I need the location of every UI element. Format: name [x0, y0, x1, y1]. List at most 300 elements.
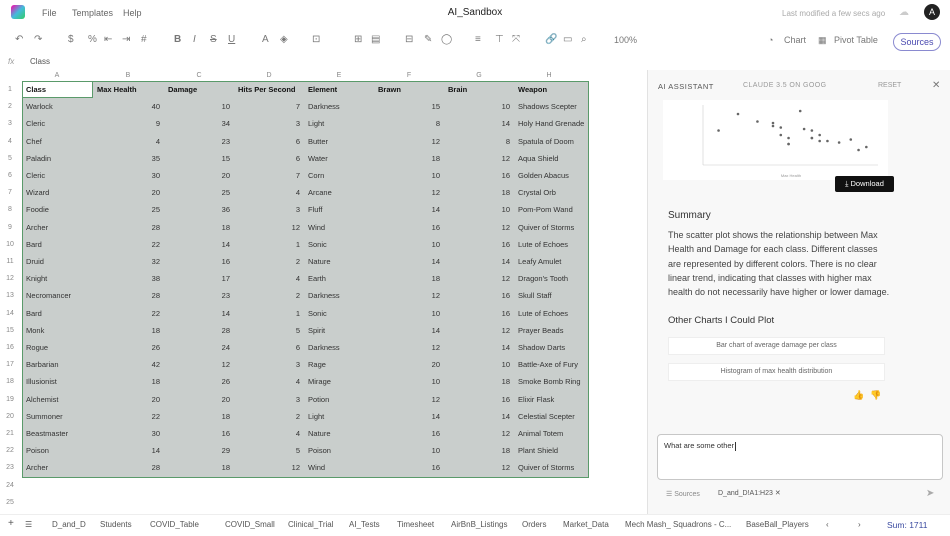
table-cell[interactable]: 14 — [501, 257, 510, 266]
row-header[interactable]: 3 — [8, 120, 12, 128]
table-cell[interactable]: 16 — [501, 308, 510, 318]
table-cell[interactable]: Potion — [308, 394, 330, 404]
table-cell[interactable]: Prayer Beads — [518, 325, 564, 335]
table-cell[interactable]: 8 — [435, 119, 440, 129]
search-icon[interactable]: ⌕ — [581, 34, 587, 45]
table-cell[interactable]: Barbarian — [26, 360, 59, 370]
table-cell[interactable]: Cleric — [26, 119, 46, 129]
table-cell[interactable]: 18 — [431, 153, 440, 163]
table-cell[interactable]: 22 — [151, 239, 160, 249]
sheet-tab[interactable]: D_and_D — [52, 520, 86, 529]
scatter-point — [717, 129, 720, 132]
row-header[interactable]: 20 — [6, 412, 14, 420]
table-cell[interactable]: 3 — [295, 119, 300, 129]
table-cell[interactable]: 2 — [295, 291, 300, 301]
table-cell[interactable]: 16 — [501, 171, 510, 180]
sheet-tab[interactable]: COVID_Small — [225, 520, 275, 529]
table-cell[interactable]: Brawn — [378, 85, 401, 94]
table-cell[interactable]: Darkness — [308, 102, 340, 112]
table-cell[interactable]: 18 — [501, 188, 510, 198]
table-cell[interactable]: Nature — [308, 257, 331, 266]
column-header[interactable]: A — [54, 72, 60, 79]
row-header[interactable]: 7 — [8, 189, 12, 197]
merge-icon[interactable]: ⊞ — [354, 34, 363, 45]
formula-bar — [0, 56, 640, 70]
table-cell[interactable]: Fluff — [308, 205, 323, 215]
pivot-icon[interactable]: ▦ — [818, 35, 827, 45]
fx-icon: fx — [8, 57, 15, 66]
table-cell[interactable]: 20 — [151, 188, 160, 198]
suggestion-histogram[interactable]: Histogram of max health distribution — [668, 363, 885, 381]
table-cell[interactable]: Brain — [448, 85, 468, 94]
table-cell[interactable]: Battle-Axe of Fury — [518, 360, 579, 370]
percent-icon[interactable]: % — [88, 34, 97, 45]
column-header[interactable]: F — [406, 72, 412, 79]
table-cell[interactable]: 16 — [501, 394, 510, 404]
table-cell[interactable]: 28 — [151, 222, 160, 232]
table-cell[interactable]: 10 — [431, 239, 440, 249]
scatter-point — [799, 110, 802, 113]
table-cell[interactable]: Smoke Bomb Ring — [518, 377, 581, 387]
strikethrough-icon[interactable]: S — [210, 34, 217, 45]
source-chip-label: D_and_D!A1:H23 — [718, 490, 773, 497]
column-header[interactable]: H — [546, 72, 552, 79]
table-cell[interactable]: 7 — [295, 102, 300, 112]
pivot-table-button[interactable]: Pivot Table — [834, 35, 878, 45]
column-header[interactable]: E — [336, 72, 342, 79]
table-cell[interactable]: 4 — [295, 429, 300, 438]
table-cell[interactable]: 14 — [221, 308, 230, 318]
sheet-tab[interactable]: Mech Mash_ Squadrons - C... — [625, 520, 732, 529]
suggestion-bar-chart[interactable]: Bar chart of average damage per class — [668, 337, 885, 355]
table-cell[interactable]: 14 — [431, 257, 440, 266]
brush-icon[interactable]: ✎ — [424, 34, 433, 45]
table-cell[interactable]: Hits Per Second — [238, 85, 296, 94]
row-header[interactable]: 18 — [6, 378, 14, 386]
table-cell[interactable]: Illusionist — [26, 377, 57, 387]
table-cell[interactable]: 40 — [151, 102, 160, 112]
sheet-tab[interactable]: Orders — [522, 520, 547, 529]
undo-icon[interactable]: ↶ — [15, 34, 24, 45]
scatter-chart — [663, 100, 888, 180]
table-cell[interactable]: Shadow Darts — [518, 343, 566, 352]
menu-help[interactable]: Help — [123, 8, 142, 18]
table-cell[interactable]: 10 — [431, 171, 440, 180]
table-cell[interactable]: 4 — [295, 274, 300, 284]
decimal-decrease-icon[interactable]: ⇤ — [104, 34, 113, 45]
menu-file[interactable]: File — [42, 8, 57, 18]
table-cell[interactable]: 10 — [501, 360, 510, 370]
table-cell[interactable]: 24 — [221, 343, 230, 352]
table-cell[interactable]: 2 — [295, 257, 300, 266]
sheet-tab[interactable]: Students — [100, 520, 132, 529]
table-cell[interactable]: Aqua Shield — [518, 153, 559, 163]
row-header[interactable]: 12 — [6, 275, 14, 283]
decimal-increase-icon[interactable]: ⇥ — [122, 34, 131, 45]
table-cell[interactable]: Dragon's Tooth — [518, 274, 569, 284]
sheet-tab[interactable]: AirBnB_Listings — [451, 520, 508, 529]
table-cell[interactable]: 42 — [151, 360, 160, 370]
row-header[interactable]: 10 — [6, 240, 14, 248]
link-icon[interactable]: 🔗 — [545, 34, 558, 45]
table-cell[interactable]: 3 — [295, 360, 300, 370]
table-cell[interactable]: 16 — [431, 222, 440, 232]
table-cell[interactable]: 12 — [291, 222, 300, 232]
table-cell[interactable]: Warlock — [26, 102, 53, 112]
table-cell[interactable]: Alchemist — [26, 394, 59, 404]
table-cell[interactable]: Mirage — [308, 377, 331, 387]
thumbs-up-icon[interactable]: 👍 — [853, 390, 865, 400]
chart-button[interactable]: Chart — [784, 35, 807, 45]
table-cell[interactable]: 28 — [151, 463, 160, 473]
scatter-point — [811, 137, 814, 140]
table-cell[interactable]: 20 — [221, 171, 230, 180]
table-cell[interactable]: 7 — [295, 171, 300, 180]
row-header[interactable]: 9 — [8, 223, 12, 231]
table-cell[interactable]: 2 — [295, 411, 300, 421]
zoom-level[interactable]: 100% — [614, 35, 638, 45]
table-cell[interactable]: Beastmaster — [26, 429, 69, 438]
table-cell[interactable]: 25 — [221, 188, 230, 198]
table-cell[interactable]: 18 — [221, 411, 230, 421]
italic-icon[interactable]: I — [193, 34, 196, 45]
sheet-tab[interactable]: AI_Tests — [349, 520, 380, 529]
table-cell[interactable]: Corn — [308, 171, 325, 180]
table-cell[interactable]: 22 — [151, 411, 160, 421]
table-cell[interactable]: 20 — [431, 360, 440, 370]
table-cell[interactable]: 10 — [501, 205, 510, 215]
sheet-tab[interactable]: Clinical_Trial — [288, 520, 334, 529]
shape-icon[interactable]: ◯ — [441, 34, 453, 45]
table-cell[interactable]: 25 — [151, 205, 160, 215]
table-cell[interactable]: 16 — [431, 463, 440, 473]
table-cell[interactable]: 14 — [431, 411, 440, 421]
bold-icon[interactable]: B — [174, 34, 182, 45]
table-cell[interactable]: Chef — [26, 136, 42, 146]
table-cell[interactable]: Sonic — [308, 239, 327, 249]
table-cell[interactable]: 32 — [151, 257, 160, 266]
table-cell[interactable]: 14 — [221, 239, 230, 249]
table-cell[interactable]: 18 — [501, 377, 510, 387]
sheet-tab[interactable]: COVID_Table — [150, 520, 199, 529]
table-cell[interactable]: Damage — [168, 85, 198, 94]
fill-color-icon[interactable]: ◈ — [280, 34, 288, 45]
table-cell[interactable]: 6 — [295, 136, 300, 146]
table-cell[interactable]: 12 — [431, 394, 440, 404]
table-cell[interactable]: 18 — [221, 463, 230, 473]
table-cell[interactable]: Bard — [26, 239, 42, 249]
scatter-point — [838, 141, 841, 144]
table-cell[interactable]: Druid — [26, 257, 44, 266]
row-header[interactable]: 17 — [6, 361, 14, 369]
table-cell[interactable]: Wind — [308, 222, 326, 232]
table-cell[interactable]: Skull Staff — [518, 291, 552, 301]
table-cell[interactable]: 22 — [151, 308, 160, 318]
tabs-scroll-right-icon[interactable]: › — [858, 520, 861, 529]
table-cell[interactable]: Quiver of Storms — [518, 463, 575, 473]
table-cell[interactable]: Rage — [308, 360, 326, 370]
table-cell[interactable]: 12 — [431, 136, 440, 146]
table-cell[interactable]: Weapon — [518, 85, 548, 94]
valign-icon[interactable]: ⊤ — [495, 34, 504, 45]
sources-button[interactable]: Sources — [893, 33, 941, 51]
table-cell[interactable]: 16 — [221, 429, 230, 438]
table-cell[interactable]: Necromancer — [26, 291, 72, 301]
table-cell[interactable]: Crystal Orb — [518, 188, 556, 198]
table-cell[interactable]: 3 — [295, 205, 300, 215]
table-cell[interactable]: Light — [308, 411, 325, 421]
spreadsheet-grid[interactable] — [0, 70, 640, 512]
row-header[interactable]: 21 — [6, 430, 14, 437]
table-cell[interactable]: 14 — [501, 119, 510, 129]
row-header[interactable]: 16 — [6, 344, 14, 351]
borders-icon[interactable]: ⊡ — [312, 34, 321, 45]
tabs-scroll-left-icon[interactable]: ‹ — [826, 520, 829, 529]
table-cell[interactable]: 1 — [295, 308, 300, 318]
row-header[interactable]: 11 — [6, 258, 14, 265]
table-cell[interactable]: 29 — [221, 446, 230, 456]
table-cell[interactable]: Knight — [26, 274, 48, 284]
table-cell[interactable]: Plant Shield — [518, 446, 559, 456]
table-cell[interactable]: 14 — [501, 343, 510, 352]
row-header[interactable]: 13 — [6, 292, 14, 300]
table-cell[interactable]: 4 — [295, 188, 300, 198]
table-cell[interactable]: 18 — [431, 274, 440, 284]
table-cell[interactable]: 14 — [151, 446, 160, 456]
table-cell[interactable]: 16 — [501, 239, 510, 249]
sheet-tab[interactable]: Timesheet — [397, 520, 435, 529]
table-cell[interactable]: 30 — [151, 429, 160, 438]
row-header[interactable]: 24 — [6, 481, 14, 489]
table-cell[interactable]: Archer — [26, 463, 49, 473]
table-cell[interactable]: 26 — [221, 377, 230, 387]
sources-label: Sources — [674, 491, 700, 498]
table-cell[interactable]: Cleric — [26, 171, 46, 180]
table-cell[interactable]: 34 — [221, 119, 230, 129]
table-cell[interactable]: 12 — [501, 325, 510, 335]
table-cell[interactable]: 18 — [221, 222, 230, 232]
redo-icon[interactable]: ↷ — [34, 34, 43, 45]
row-header[interactable]: 25 — [6, 498, 14, 506]
reset-button[interactable]: RESET — [878, 82, 902, 89]
table-cell[interactable]: 6 — [295, 153, 300, 163]
table-cell[interactable]: 18 — [151, 325, 160, 335]
formula-input[interactable]: Class — [30, 57, 51, 66]
column-header[interactable]: C — [196, 72, 202, 79]
table-cell[interactable]: 28 — [221, 325, 230, 335]
table-cell[interactable]: Lute of Echoes — [518, 239, 569, 249]
chart-icon[interactable]: ◔ — [768, 35, 774, 45]
table-cell[interactable]: Wind — [308, 463, 326, 473]
thumbs-down-icon[interactable]: 👎 — [870, 390, 882, 400]
table-cell[interactable]: 17 — [221, 274, 230, 284]
table-cell[interactable]: 23 — [221, 136, 230, 146]
row-header[interactable]: 2 — [8, 103, 12, 111]
table-cell[interactable]: 5 — [295, 446, 300, 456]
row-header[interactable]: 14 — [6, 309, 14, 317]
row-header[interactable]: 19 — [6, 395, 14, 403]
table-cell[interactable]: 36 — [221, 205, 230, 215]
table-cell[interactable]: Poison — [308, 446, 331, 456]
table-cell[interactable]: Darkness — [308, 343, 340, 352]
table-cell[interactable]: 14 — [501, 411, 510, 421]
source-chip[interactable]: D_and_D!A1:H23 ✕ — [718, 490, 781, 497]
table-cell[interactable]: 12 — [501, 222, 510, 232]
table-cell[interactable]: 16 — [221, 257, 230, 266]
table-cell[interactable]: 10 — [501, 102, 510, 112]
scatter-point — [772, 122, 775, 125]
table-cell[interactable]: Element — [308, 85, 338, 94]
table-cell[interactable]: Darkness — [308, 291, 340, 301]
table-cell[interactable]: 1 — [295, 239, 300, 249]
table-cell[interactable]: Rogue — [26, 343, 49, 352]
table-cell[interactable]: Celestial Scepter — [518, 411, 575, 421]
table-cell[interactable]: 4 — [295, 377, 300, 387]
table-cell[interactable]: 14 — [431, 325, 440, 335]
table-cell[interactable]: 9 — [155, 119, 160, 129]
table-cell[interactable]: 12 — [291, 463, 300, 473]
other-charts-title: Other Charts I Could Plot — [668, 315, 775, 326]
document-title: AI_Sandbox — [447, 7, 503, 18]
table-cell[interactable]: Poison — [26, 446, 49, 456]
download-button[interactable]: ⤓ Download — [835, 176, 894, 192]
table-cell[interactable]: 28 — [151, 291, 160, 301]
currency-icon[interactable]: $ — [68, 34, 74, 45]
table-cell[interactable]: Light — [308, 119, 325, 129]
table-cell[interactable]: 38 — [151, 274, 160, 284]
row-header[interactable]: 8 — [8, 206, 12, 214]
table-cell[interactable]: Wizard — [26, 188, 50, 198]
table-cell[interactable]: Butter — [308, 136, 329, 146]
table-cell[interactable]: 3 — [295, 394, 300, 404]
close-icon[interactable]: ✕ — [932, 80, 941, 91]
table-cell[interactable]: Monk — [26, 325, 45, 335]
table-cell[interactable]: 10 — [221, 102, 230, 112]
row-header[interactable]: 5 — [8, 154, 12, 162]
table-cell[interactable]: Nature — [308, 429, 331, 438]
table-cell[interactable]: Spirit — [308, 325, 326, 335]
table-cell[interactable]: Bard — [26, 308, 42, 318]
text-rotate-icon[interactable]: ⤧ — [512, 34, 520, 45]
avatar[interactable]: A — [924, 4, 940, 20]
table-cell[interactable]: Holy Hand Grenade — [518, 119, 585, 129]
title-bar — [0, 0, 950, 26]
table-cell[interactable]: 12 — [501, 274, 510, 284]
sources-toggle[interactable]: ☰ Sources — [666, 491, 700, 498]
table-cell[interactable]: 26 — [151, 343, 160, 352]
table-cell[interactable]: 14 — [431, 205, 440, 215]
table-cell[interactable]: Spatula of Doom — [518, 136, 574, 146]
insert-table-icon[interactable]: ⊟ — [405, 34, 414, 45]
table-cell[interactable]: 10 — [431, 446, 440, 456]
sheet-tab[interactable]: Market_Data — [563, 520, 609, 529]
table-cell[interactable]: 20 — [151, 394, 160, 404]
align-icon[interactable]: ≡ — [475, 34, 481, 45]
row-header[interactable]: 6 — [8, 172, 12, 179]
send-icon[interactable]: ➤ — [926, 488, 935, 499]
column-header[interactable]: G — [476, 72, 482, 79]
table-cell[interactable]: Paladin — [26, 153, 52, 163]
row-header[interactable]: 23 — [6, 464, 14, 472]
table-cell[interactable]: Sonic — [308, 308, 327, 318]
add-sheet-icon[interactable]: + — [8, 518, 14, 529]
table-cell[interactable]: Archer — [26, 222, 49, 232]
table-cell[interactable]: Class — [26, 85, 47, 94]
table-cell[interactable]: 5 — [295, 325, 300, 335]
chat-input-text[interactable] — [664, 441, 736, 451]
table-cell[interactable]: Quiver of Storms — [518, 222, 575, 232]
table-cell[interactable]: Earth — [308, 274, 326, 284]
row-header[interactable]: 4 — [8, 137, 12, 145]
table-cell[interactable]: 12 — [501, 429, 510, 438]
table-cell[interactable]: Leafy Amulet — [518, 257, 562, 266]
table-cell[interactable]: Shadows Scepter — [518, 102, 577, 112]
row-header[interactable]: 15 — [6, 326, 14, 334]
table-cell[interactable]: 20 — [221, 394, 230, 404]
table-cell[interactable]: Golden Abacus — [518, 171, 569, 180]
table-cell[interactable]: Water — [308, 153, 328, 163]
row-header[interactable]: 1 — [8, 86, 12, 93]
table-cell[interactable]: 12 — [431, 291, 440, 301]
table-cell[interactable]: 18 — [151, 377, 160, 387]
scatter-point — [849, 138, 852, 141]
table-cell[interactable]: 16 — [501, 291, 510, 301]
table-cell[interactable]: 35 — [151, 153, 160, 163]
table-cell[interactable]: 8 — [505, 136, 510, 146]
table-cell[interactable]: Pom-Pom Wand — [518, 205, 573, 215]
row-header[interactable]: 22 — [6, 447, 14, 455]
text-color-icon[interactable]: A — [262, 34, 269, 45]
table-cell[interactable]: 12 — [221, 360, 230, 370]
table-cell[interactable]: Max Health — [97, 85, 137, 94]
table-cell[interactable]: Lute of Echoes — [518, 308, 569, 318]
chat-input[interactable] — [657, 434, 943, 480]
sheet-list-icon[interactable]: ☰ — [25, 520, 33, 529]
sheet-tab[interactable]: BaseBall_Players — [746, 520, 809, 529]
scatter-point — [787, 137, 790, 140]
table-cell[interactable]: Foodie — [26, 205, 49, 215]
table-cell[interactable]: 30 — [151, 171, 160, 180]
table-cell[interactable]: 23 — [221, 291, 230, 301]
table-cell[interactable]: 10 — [431, 308, 440, 318]
underline-icon[interactable]: U — [228, 34, 236, 45]
table-cell[interactable]: 12 — [431, 343, 440, 352]
model-select[interactable]: CLAUDE 3.5 ON GOOG — [743, 82, 827, 89]
table-cell[interactable]: 15 — [221, 153, 230, 163]
sum-status[interactable]: Sum: 1711 — [887, 520, 928, 530]
table-cell[interactable]: 15 — [431, 102, 440, 112]
number-format-icon[interactable]: # — [141, 34, 147, 45]
table-cell[interactable]: 12 — [431, 188, 440, 198]
table-cell[interactable]: 12 — [501, 463, 510, 473]
table-cell[interactable]: 10 — [431, 377, 440, 387]
table-cell[interactable]: 16 — [431, 429, 440, 438]
table-cell[interactable]: 12 — [501, 153, 510, 163]
wrap-icon[interactable]: ▤ — [371, 34, 381, 45]
column-header[interactable]: D — [266, 72, 272, 79]
table-cell[interactable]: Elixir Flask — [518, 394, 555, 404]
scatter-point — [779, 126, 782, 129]
table-cell[interactable]: Arcane — [308, 188, 332, 198]
column-header[interactable]: B — [125, 72, 131, 79]
comment-icon[interactable]: ▭ — [563, 34, 573, 45]
menu-templates[interactable]: Templates — [72, 8, 114, 18]
table-cell[interactable]: Animal Totem — [518, 429, 564, 438]
table-cell[interactable]: Summoner — [26, 411, 63, 421]
table-cell[interactable]: 4 — [155, 136, 160, 146]
table-cell[interactable]: 6 — [295, 343, 300, 352]
table-cell[interactable]: 18 — [501, 446, 510, 456]
